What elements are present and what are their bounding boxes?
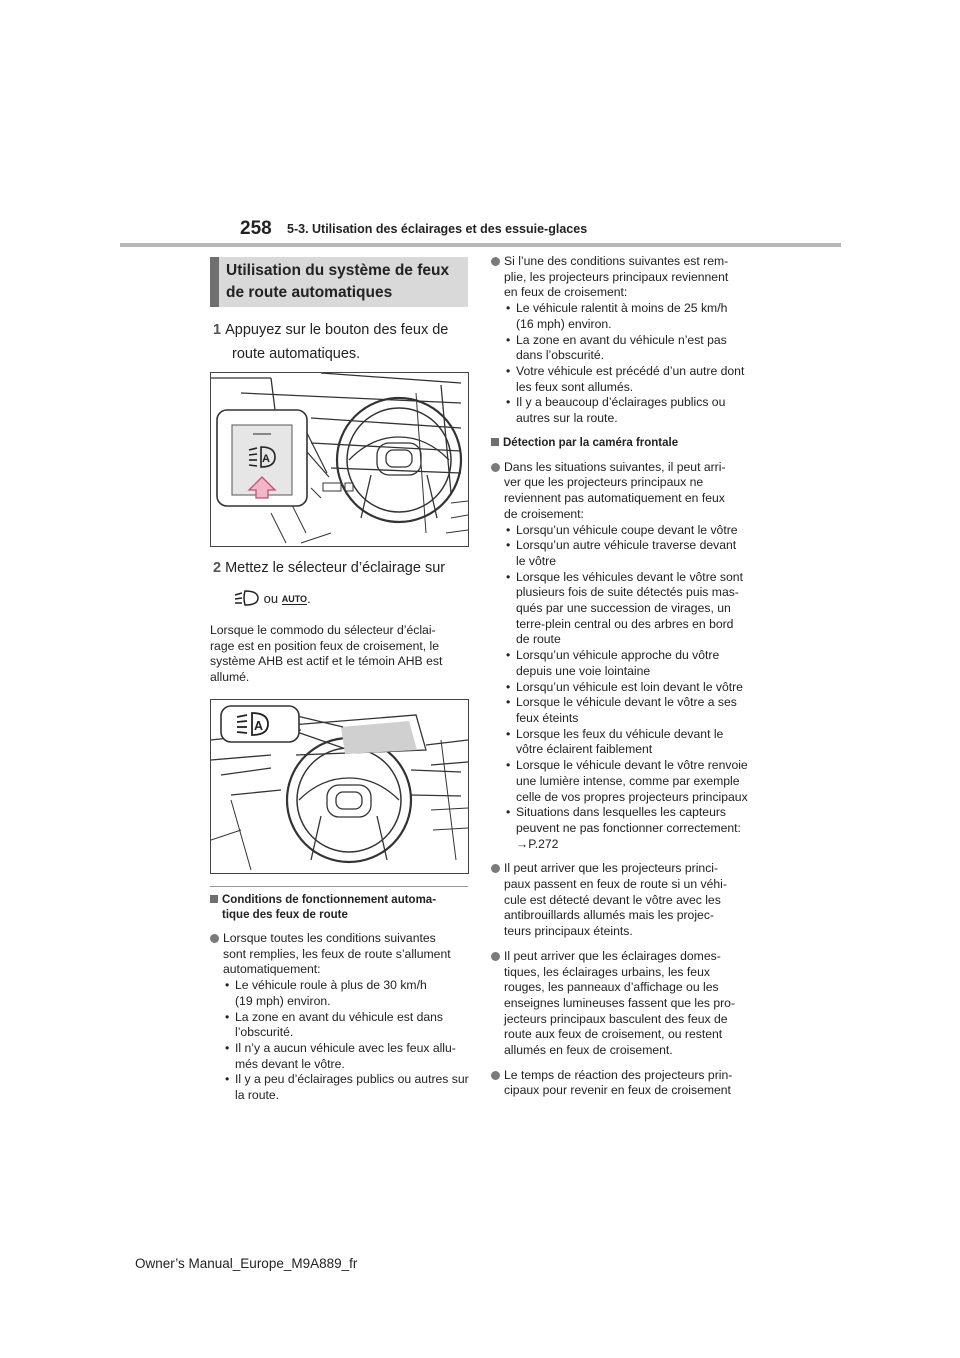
round-bullet-icon [491, 257, 500, 266]
text-line: plie, les projecteurs principaux reviennent [504, 269, 729, 284]
heading-line-2: de route automatiques [226, 284, 393, 301]
text-line: Si l’une des conditions suivantes est rem- [504, 254, 729, 268]
bullet-paragraph [491, 949, 759, 1059]
text-line: • Il y a beaucoup d’éclairages publics ou [516, 395, 726, 410]
step-2-icons [234, 589, 311, 609]
list-item [504, 538, 759, 569]
text-line: route aux feux de croisement, ou restent [504, 1027, 723, 1042]
bullet-paragraph [491, 861, 759, 940]
text-line: • Lorsque le véhicule devant le vôtre a ses [516, 695, 737, 710]
text-line: vôtre éclairent faiblement [516, 742, 653, 757]
step-2-line-1: Mettez le sélecteur d’éclairage sur [225, 560, 446, 576]
ahb-line: rage est en position feux de croisement, le [210, 638, 439, 653]
square-bullet-icon [491, 438, 499, 446]
round-bullet-icon [491, 952, 500, 961]
bullet-paragraph [491, 254, 759, 427]
text-line: • Il n’y a aucun véhicule avec les feux allu- [235, 1040, 456, 1055]
text-line: • Lorsque les feux du véhicule devant le [516, 726, 724, 741]
step-1-number: 1 [213, 322, 222, 338]
conditions-block [210, 931, 472, 1104]
section-heading [210, 257, 468, 307]
step-2-number: 2 [213, 560, 222, 576]
ahb-paragraph [210, 623, 470, 686]
footer-manual-id: Owner’s Manual_Europe_M9A889_fr [135, 1256, 358, 1271]
text-line: • Situations dans lesquelles les capteurs [516, 805, 727, 820]
dashboard-illustration [211, 373, 468, 546]
text-line: ver que les projecteurs principaux ne [504, 475, 704, 490]
text-line: Dans les situations suivantes, il peut arri- [504, 459, 726, 474]
section-title: 5-3. Utilisation des éclairages et des essuie-glaces [287, 222, 588, 236]
text-line: enseignes lumineuses fassent que les pro- [504, 995, 736, 1010]
text-line: plusieurs fois de suite détectés puis mas- [516, 585, 739, 600]
text-line: peuvent ne pas fonctionner correctement: [516, 820, 741, 835]
list-item [223, 1010, 472, 1041]
square-bullet-icon [210, 895, 218, 903]
text-line: tiques, les éclairages urbains, les feux [504, 964, 710, 979]
ahb-line: allumé. [210, 670, 250, 685]
text-line: en feux de croisement: [504, 285, 628, 300]
list-item [504, 758, 759, 805]
ahb-line: système AHB est actif et le témoin AHB est [210, 654, 443, 669]
list-item [504, 695, 759, 726]
conditions-title-line: tique des feux de route [222, 909, 348, 921]
list-item [504, 680, 759, 696]
page-number: 258 [240, 218, 272, 239]
text-line: l’obscurité. [235, 1025, 294, 1040]
instrument-panel-illustration [211, 700, 468, 873]
list-item [504, 364, 759, 395]
step-1-line-1: Appuyez sur le bouton des feux de [225, 322, 449, 338]
text-line: autres sur la route. [516, 411, 618, 426]
list-item [504, 727, 759, 758]
round-bullet-icon [491, 864, 500, 873]
text-line: feux éteints [516, 710, 579, 725]
conditions-title-line: Conditions de fonctionnement automa- [222, 894, 437, 906]
text-line: allumés en feux de croisement. [504, 1043, 673, 1058]
text-line: dans l’obscurité. [516, 348, 605, 363]
text-line: Il peut arriver que les projecteurs princi- [504, 861, 719, 876]
text-line: la route. [235, 1088, 280, 1103]
text-line: • Le véhicule roule à plus de 30 km/h [235, 978, 427, 993]
text-line: reviennent pas automatiquement en feux [504, 491, 725, 506]
heading-line-1: Utilisation du système de feux [226, 262, 450, 279]
svg-text:A: A [254, 719, 264, 733]
right-column [491, 254, 759, 1099]
text-line: de croisement: [504, 506, 584, 521]
list-item [223, 1041, 472, 1072]
step-2 [213, 556, 445, 580]
text-line: les feux sont allumés. [516, 379, 634, 394]
auto-light-icon: AUTO [281, 594, 308, 604]
text-line: • Lorsqu’un véhicule coupe devant le vôtre [516, 522, 738, 537]
text-line: qués par une succession de virages, un [516, 601, 731, 616]
text-line: • Votre véhicule est précédé d’un autre dont [516, 363, 745, 378]
text-line: Lorsque toutes les conditions suivantes [223, 931, 436, 945]
list-item [504, 570, 759, 649]
text-line: rouges, les panneaux d’affichage ou les [504, 980, 719, 995]
text-line: Le temps de réaction des projecteurs prin- [504, 1067, 733, 1082]
conditions-title [210, 893, 470, 923]
text-line: cipaux pour revenir en feux de croisement [504, 1083, 731, 1098]
list-item [504, 395, 759, 426]
text-line: • Le véhicule ralentit à moins de 25 km/h [516, 301, 728, 316]
list-item [223, 1072, 472, 1103]
camera-title [491, 436, 759, 451]
step-1 [213, 318, 448, 366]
text-line: automatiquement: [223, 962, 321, 977]
list-item [504, 523, 759, 539]
camera-title-text: Détection par la caméra frontale [503, 436, 679, 449]
figure-ahb-indicator [210, 699, 469, 874]
bullet-paragraph [491, 460, 759, 853]
text-line: sont remplies, les feux de route s’allument [223, 946, 451, 961]
divider [210, 886, 468, 887]
list-item [223, 978, 472, 1009]
round-bullet-icon [210, 934, 219, 943]
bullet-paragraph [210, 931, 472, 1104]
or-text: ou [263, 590, 279, 606]
step-1-line-2: route automatiques. [232, 346, 361, 362]
page-reference-link[interactable]: →P.272 [516, 836, 559, 851]
text-line: (19 mph) environ. [235, 993, 331, 1008]
text-line: paux passent en feux de route si un véhi- [504, 877, 727, 892]
text-line: • Lorsque les véhicules devant le vôtre sont [516, 569, 743, 584]
text-line: teurs principaux éteints. [504, 924, 633, 939]
header-rule [120, 243, 841, 247]
round-bullet-icon [491, 463, 500, 472]
text-line: • Lorsqu’un véhicule est loin devant le vôtre [516, 679, 743, 694]
text-line: • Lorsque le véhicule devant le vôtre renvoie [516, 758, 748, 773]
ahb-line: Lorsque le commodo du sélecteur d’éclai- [210, 623, 436, 637]
text-line: une lumière intense, comme par exemple [516, 773, 740, 788]
text-line: terre-plein central ou des arbres en bord [516, 616, 734, 631]
text-line: de route [516, 632, 561, 647]
text-line: (16 mph) environ. [516, 316, 612, 331]
text-line: depuis une voie lointaine [516, 663, 651, 678]
text-line: • Lorsqu’un autre véhicule traverse devant [516, 538, 737, 553]
low-beam-headlight-icon [234, 589, 260, 610]
list-item [504, 301, 759, 332]
list-item [504, 648, 759, 679]
text-line: • Lorsqu’un véhicule approche du vôtre [516, 648, 720, 663]
list-item [504, 333, 759, 364]
text-line: • La zone en avant du véhicule n’est pas [516, 332, 727, 347]
list-item [504, 805, 759, 852]
text-line: cule est détecté devant le vôtre avec les [504, 892, 721, 907]
svg-text:A: A [262, 453, 270, 465]
text-line: Il peut arriver que les éclairages domes- [504, 948, 721, 963]
figure-dashboard-button [210, 372, 469, 547]
text-line: més devant le vôtre. [235, 1056, 345, 1071]
step-2-period: . [307, 590, 311, 606]
bullet-paragraph [491, 1068, 759, 1099]
text-line: • La zone en avant du véhicule est dans [235, 1009, 444, 1024]
text-line: le vôtre [516, 553, 556, 568]
round-bullet-icon [491, 1071, 500, 1080]
text-line: • Il y a peu d’éclairages publics ou autres sur [235, 1072, 469, 1087]
text-line: celle de vos propres projecteurs principaux [516, 789, 748, 804]
text-line: jecteurs principaux basculent des feux de [504, 1011, 728, 1026]
text-line: antibrouillards allumés mais les projec- [504, 908, 714, 923]
